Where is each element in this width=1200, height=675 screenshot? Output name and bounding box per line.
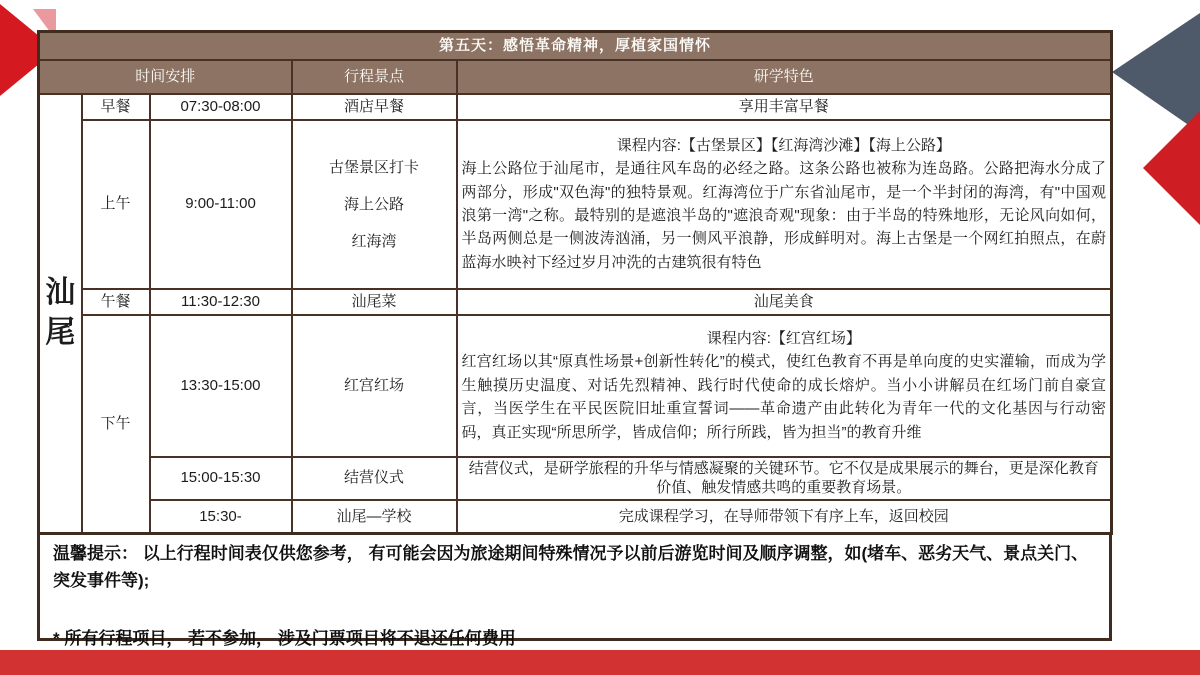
column-header-time: 时间安排 xyxy=(39,60,292,94)
spot-line: 古堡景区打卡 xyxy=(328,158,419,176)
feature-cell xyxy=(457,120,1112,289)
feature-body: 海上公路位于汕尾市，是通往风车岛的必经之路。这条公路也被称为连岛路。公路把海水分成了两部分，形成"双色海"的独特景观。红海湾位于广东省汕尾市，是一个半封闭的海湾，有"中国观浪第一湾"之称。最特别的是遮浪半岛的"遮浪奇观"现象：由于半岛的特殊地形，无论风向如何，半岛两侧总是一侧波涛汹涌，另一侧风平浪静，形成鲜明对。海上古堡是一个网红拍照点，在蔚蓝海水映衬下经过岁月冲洗的古建筑很有特色 xyxy=(461,160,1107,271)
period-cell: 早餐 xyxy=(82,94,150,120)
notes-refund-policy: * 所有行程项目， 若不参加， 涉及门票项目将不退还任何费用 xyxy=(53,629,516,648)
spot-line: 海上公路 xyxy=(343,195,404,213)
time-cell: 07:30-08:00 xyxy=(150,94,292,120)
feature-heading: 课程内容:【古堡景区】【红海湾沙滩】【海上公路】 xyxy=(616,136,951,154)
notes-warm-tip: 温馨提示： 以上行程时间表仅供您参考， 有可能会因为旅途期间特殊情况予以前后游览时间及顺序调整，如(堵车、恶劣天气、景点关门、突发事件等); xyxy=(53,544,1089,590)
feature-cell: 结营仪式，是研学旅程的升华与情感凝聚的关键环节。它不仅是成果展示的舞台，更是深化教育价值、触发情感共鸣的重要教育场景。 xyxy=(457,457,1112,500)
column-header-features: 研学特色 xyxy=(457,60,1112,94)
period-cell: 下午 xyxy=(82,315,150,534)
spot-cell: 汕尾—学校 xyxy=(292,500,457,534)
right-red-diamond-icon xyxy=(1143,111,1200,225)
row-afternoon xyxy=(39,315,1112,457)
spot-cell xyxy=(292,120,457,289)
time-cell: 15:30- xyxy=(150,500,292,534)
feature-cell: 汕尾美食 xyxy=(457,289,1112,315)
row-morning xyxy=(39,120,1112,289)
spot-cell: 汕尾菜 xyxy=(292,289,457,315)
spot-cell: 结营仪式 xyxy=(292,457,457,500)
feature-body: 红宫红场以其“原真性场景+创新性转化”的模式，使红色教育不再是单向度的史实灌输，而成为学生触摸历史温度、对话先烈精神、践行时代使命的成长熔炉。当小小讲解员在红场门前自豪宣言，当医学生在平民医院旧址重宣誓词——革命遗产由此转化为青年一代的文化基因与行动密码，真正实现“所思所学，皆成信仰；所行所践，皆为担当”的教育升维 xyxy=(461,353,1107,441)
spot-line: 红海湾 xyxy=(351,232,397,250)
spot-cell: 酒店早餐 xyxy=(292,94,457,120)
time-cell: 13:30-15:00 xyxy=(150,315,292,457)
time-cell: 15:00-15:30 xyxy=(150,457,292,500)
row-breakfast xyxy=(39,94,1112,120)
row-lunch xyxy=(39,289,1112,315)
slide-title: 第五天：感悟革命精神，厚植家国情怀 xyxy=(39,32,1112,60)
spot-cell: 红宫红场 xyxy=(292,315,457,457)
feature-cell xyxy=(457,315,1112,457)
feature-heading: 课程内容:【红宫红场】 xyxy=(706,329,861,347)
notes-box xyxy=(37,530,1112,648)
time-cell: 9:00-11:00 xyxy=(150,120,292,289)
feature-cell: 完成课程学习，在导师带领下有序上车，返回校园 xyxy=(457,500,1112,534)
period-cell: 上午 xyxy=(82,120,150,289)
row-closing-ceremony xyxy=(39,457,1112,500)
top-right-gray-diamond-icon xyxy=(1112,13,1200,133)
column-header-spots: 行程景点 xyxy=(292,60,457,94)
city-cell xyxy=(39,94,82,534)
itinerary-table xyxy=(37,30,1113,535)
row-return xyxy=(39,500,1112,534)
city-label: 汕尾 xyxy=(45,275,76,350)
time-cell: 11:30-12:30 xyxy=(150,289,292,315)
period-cell: 午餐 xyxy=(82,289,150,315)
bottom-red-bar xyxy=(0,650,1200,675)
feature-cell: 享用丰富早餐 xyxy=(457,94,1112,120)
